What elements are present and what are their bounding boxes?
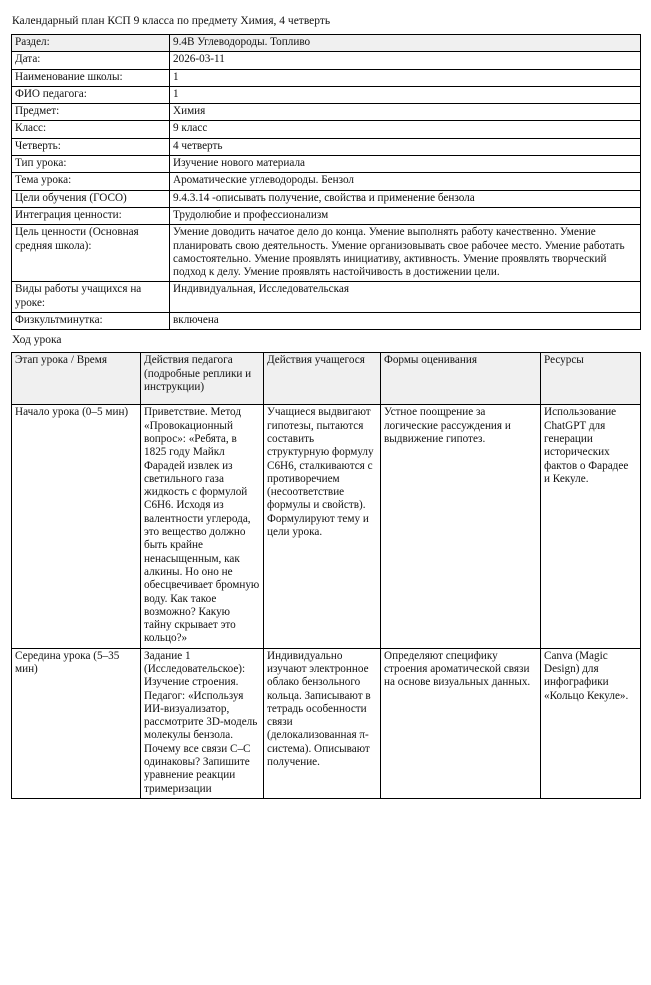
table-row (12, 190, 641, 207)
info-row-value: 9.4В Углеводороды. Топливо (170, 35, 641, 52)
info-row-value: Ароматические углеводороды. Бензол (170, 173, 641, 190)
stage-cell: Начало урока (0–5 мин) (12, 405, 141, 648)
table-row (12, 86, 641, 103)
stage-cell: Середина урока (5–35 мин) (12, 648, 141, 798)
info-row-value: Изучение нового материала (170, 156, 641, 173)
resources-cell: Canva (Magic Design) для инфографики «Кольцо Кекуле». (541, 648, 641, 798)
table-row (12, 121, 641, 138)
column-header: Действия учащегося (264, 353, 381, 405)
table-row (12, 405, 641, 648)
info-row-label: Физкультминутка: (12, 313, 170, 330)
table-row (12, 104, 641, 121)
teacher-actions-cell: Задание 1 (Исследовательское): Изучение строения. Педагог: «Используя ИИ-визуализатор, рассмотрите 3D-модель молекулы бензола. Почему все связи C–C одинаковы? Запишите уравнение реакции тримеризации (141, 648, 264, 798)
lesson-info-body (12, 35, 641, 330)
table-header-row (12, 353, 641, 405)
lesson-info-table (11, 34, 641, 330)
info-row-label: Цели обучения (ГОСО) (12, 190, 170, 207)
student-actions-cell: Индивидуально изучают электронное облако бензольного кольца. Записывают в тетрадь особенности связи (делокализованная π-система). Описывают получение. (264, 648, 381, 798)
lesson-flow-header (12, 353, 641, 405)
column-header: Ресурсы (541, 353, 641, 405)
column-header: Формы оценивания (381, 353, 541, 405)
info-row-value: 4 четверть (170, 138, 641, 155)
info-row-label: Класс: (12, 121, 170, 138)
info-row-label: Раздел: (12, 35, 170, 52)
resources-cell: Использование ChatGPT для генерации исторических фактов о Фарадее и Кекуле. (541, 405, 641, 648)
info-row-value: 1 (170, 69, 641, 86)
column-header: Этап урока / Время (12, 353, 141, 405)
info-row-value: 1 (170, 86, 641, 103)
info-row-value: 9.4.3.14 -описывать получение, свойства и применение бензола (170, 190, 641, 207)
info-row-label: Цель ценности (Основная средняя школа): (12, 225, 170, 282)
table-row (12, 52, 641, 69)
table-row (12, 173, 641, 190)
assessment-cell: Определяют специфику строения ароматической связи на основе визуальных данных. (381, 648, 541, 798)
info-row-value: Умение доводить начатое дело до конца. Умение выполнять работу качественно. Умение планировать свою деятельность. Умение организовывать свое рабочее место. Умение работать самостоятельно. Умение проявлять инициативу, активность. Умение проявлять творческий подход к делу. Умение проявлять настойчивость в достижении цели. (170, 225, 641, 282)
page-title: Календарный план КСП 9 класса по предмету Химия, 4 четверть (12, 15, 331, 27)
info-row-label: ФИО педагога: (12, 86, 170, 103)
table-row (12, 648, 641, 798)
table-row (12, 35, 641, 52)
info-row-label: Наименование школы: (12, 69, 170, 86)
assessment-cell: Устное поощрение за логические рассуждения и выдвижение гипотез. (381, 405, 541, 648)
info-row-value: Индивидуальная, Исследовательская (170, 282, 641, 313)
lesson-flow-heading: Ход урока (12, 334, 62, 347)
info-row-label: Предмет: (12, 104, 170, 121)
info-row-value: Химия (170, 104, 641, 121)
column-header: Действия педагога (подробные реплики и инструкции) (141, 353, 264, 405)
info-row-label: Виды работы учащихся на уроке: (12, 282, 170, 313)
info-row-value: 2026-03-11 (170, 52, 641, 69)
lesson-flow-table (11, 352, 641, 799)
table-row (12, 156, 641, 173)
info-row-label: Тип урока: (12, 156, 170, 173)
info-row-label: Интеграция ценности: (12, 207, 170, 224)
student-actions-cell: Учащиеся выдвигают гипотезы, пытаются составить структурную формулу C6H6, сталкиваются с противоречием (несоответствие формулы и свойств). Формулируют тему и цели урока. (264, 405, 381, 648)
lesson-flow-body (12, 405, 641, 799)
info-row-label: Дата: (12, 52, 170, 69)
table-row (12, 138, 641, 155)
teacher-actions-cell: Приветствие. Метод «Провокационный вопрос»: «Ребята, в 1825 году Майкл Фарадей извлек из светильного газа жидкость с формулой C6H6. Исходя из валентности углерода, это вещество должно быть крайне ненасыщенным, как алкины. Но оно не обесцвечивает бромную воду. Как такое возможно? Какую тайну скрывает это кольцо?» (141, 405, 264, 648)
table-row (12, 282, 641, 313)
table-row (12, 225, 641, 282)
info-row-label: Тема урока: (12, 173, 170, 190)
info-row-label: Четверть: (12, 138, 170, 155)
table-row (12, 313, 641, 330)
info-row-value: Трудолюбие и профессионализм (170, 207, 641, 224)
table-row (12, 69, 641, 86)
info-row-value: включена (170, 313, 641, 330)
info-row-value: 9 класс (170, 121, 641, 138)
table-row (12, 207, 641, 224)
